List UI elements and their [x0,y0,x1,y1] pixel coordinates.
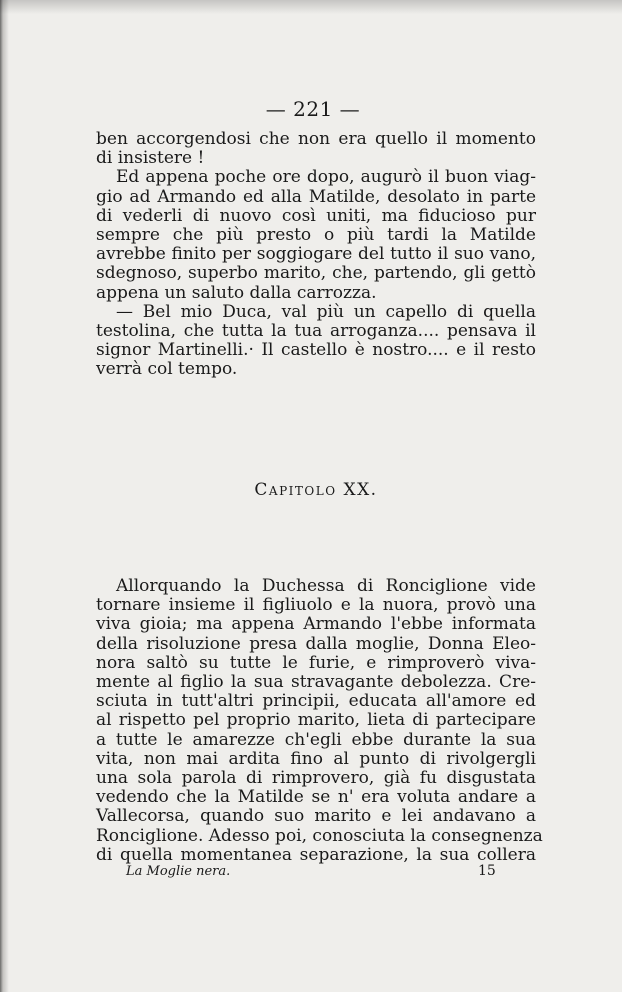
text-line: avrebbe finito per soggiogare del tutto il suo vano, [96,244,536,265]
text-line: — Bel mio Duca, val più un capello di quella [116,301,536,322]
page-number: — 221 — [265,97,361,121]
paragraph [96,168,536,302]
text-after-chapter [96,576,543,865]
text-line: nora saltò su tutte le furie, e rimproverò viva- [96,652,536,673]
text-line: vita, non mai ardita fino al punto di rivolgergli [96,748,536,769]
text-line: di vederli di nuovo così uniti, ma fiducioso pur [96,205,536,226]
chapter-title: Capitolo XX. [254,480,378,500]
paragraph [96,576,543,865]
text-line: Vallecorsa, quando suo marito e lei andavano a [96,806,536,827]
text-line: una sola parola di rimprovero, già fu disgustata [96,768,536,789]
text-line: ben accorgendosi che non era quello il momento [96,129,536,149]
text-line: Ronciglione. Adesso poi, conosciuta la consegnenza [96,825,543,846]
text-line: tornare insieme il figliuolo e la nuora, provò una [96,595,536,616]
text-line: della risoluzione presa dalla moglie, Donna Eleo- [96,633,536,654]
text-line: Ed appena poche ore dopo, augurò il buon viag- [116,167,536,188]
paragraph [96,303,536,380]
text-line: viva gioia; ma appena Armando l'ebbe informata [96,614,536,635]
text-line: gio ad Armando ed alla Matilde, desolato in parte [96,186,536,207]
text-line: sdegnoso, superbo marito, che, partendo, gli gettò [96,263,536,284]
footer-signature-number: 15 [478,863,496,879]
text-line: vedendo che la Matilde se n' era voluta andare a [96,787,536,808]
text-before-chapter [96,130,536,380]
text-line: sempre che più presto o più tardi la Matilde [96,225,536,246]
text-line: di insistere ! [96,148,205,169]
text-line: verrà col tempo. [96,359,238,380]
text-line: signor Martinelli.· Il castello è nostro.... e il resto [96,340,536,361]
text-line: di quella momentanea separazione, la sua collera [96,844,536,865]
text-line: a tutte le amarezze ch'egli ebbe durante la sua [96,729,536,750]
paragraph [96,130,536,168]
text-line: al rispetto pel proprio marito, lieta di partecipare [96,710,536,731]
text-line: mente al figlio la sua stravagante debolezza. Cre- [96,672,536,693]
text-line: testolina, che tutta la tua arroganza.... pensava il [96,321,536,342]
text-line: Allorquando la Duchessa di Ronciglione vide [116,576,536,596]
text-line: sciuta in tutt'altri principii, educata all'amore ed [96,691,536,712]
footer-book-title: La Moglie nera. [126,864,231,879]
chapter-heading [196,480,436,500]
text-line: appena un saluto dalla carrozza. [96,282,377,303]
